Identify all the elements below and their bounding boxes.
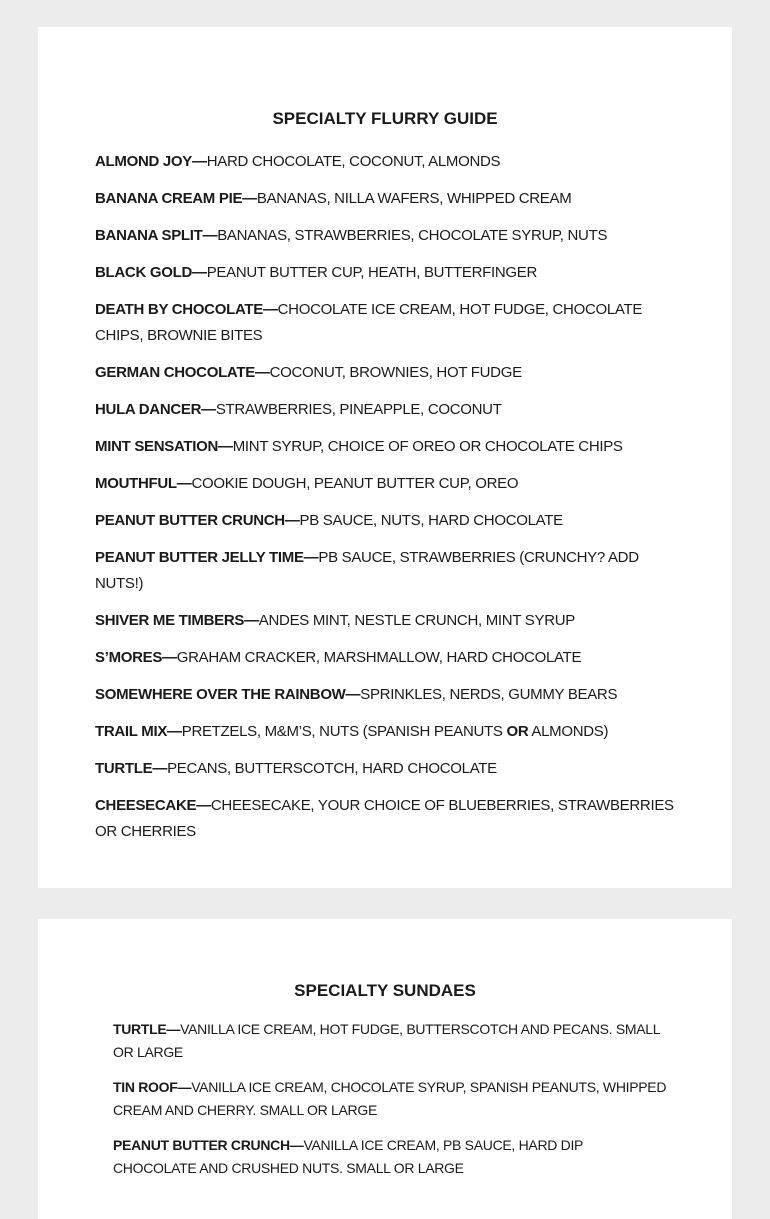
item-name: MOUTHFUL— <box>95 475 192 492</box>
item-description: PB SAUCE, STRAWBERRIES (CRUNCHY? ADD NUTS!) <box>95 549 639 592</box>
list-item <box>95 682 680 708</box>
item-name: S’MORES— <box>95 649 177 666</box>
list-item <box>95 223 680 249</box>
list-item <box>95 186 680 212</box>
item-name: PEANUT BUTTER JELLY TIME— <box>95 549 319 566</box>
list-item <box>95 434 680 460</box>
item-description: GRAHAM CRACKER, MARSHMALLOW, HARD CHOCOLATE <box>176 649 582 666</box>
item-description: CHEESECAKE, YOUR CHOICE OF BLUEBERRIES, STRAWBERRIES OR CHERRIES <box>95 797 674 840</box>
list-item <box>113 1134 668 1180</box>
item-name: HULA DANCER— <box>95 401 216 418</box>
page-title: SPECIALTY SUNDAES <box>294 981 476 1000</box>
list-item <box>95 793 680 845</box>
item-name: BLACK GOLD— <box>95 264 207 281</box>
item-name: CHEESECAKE— <box>95 797 211 814</box>
list-item <box>95 397 680 423</box>
item-description: STRAWBERRIES, PINEAPPLE, COCONUT <box>215 401 502 418</box>
list-item <box>95 360 680 386</box>
item-name: BANANA CREAM PIE— <box>95 190 257 207</box>
item-description: VANILLA ICE CREAM, PB SAUCE, HARD DIP CHOCOLATE AND CRUSHED NUTS. SMALL OR LARGE <box>113 1137 583 1176</box>
item-name: BANANA SPLIT— <box>95 227 218 244</box>
item-description: BANANAS, NILLA WAFERS, WHIPPED CREAM <box>256 190 572 207</box>
item-description: ANDES MINT, NESTLE CRUNCH, MINT SYRUP <box>258 612 575 629</box>
item-description: SPRINKLES, NERDS, GUMMY BEARS <box>360 686 618 703</box>
sundaes-page <box>38 919 732 1219</box>
list-item <box>95 756 680 782</box>
item-description: VANILLA ICE CREAM, CHOCOLATE SYRUP, SPANISH PEANUTS, WHIPPED CREAM AND CHERRY. SMALL OR LARGE <box>113 1079 667 1118</box>
flurry-guide-page <box>38 27 732 888</box>
list-item <box>95 149 680 175</box>
item-description: MINT SYRUP, CHOICE OF OREO OR CHOCOLATE CHIPS <box>232 438 623 455</box>
item-name: ALMOND JOY— <box>95 153 207 170</box>
item-description: VANILLA ICE CREAM, HOT FUDGE, BUTTERSCOTCH AND PECANS. SMALL OR LARGE <box>113 1021 660 1060</box>
item-description: ALMONDS) <box>528 723 609 740</box>
item-description: COOKIE DOUGH, PEANUT BUTTER CUP, OREO <box>191 475 519 492</box>
list-item <box>113 1076 668 1122</box>
item-description: COCONUT, BROWNIES, HOT FUDGE <box>269 364 522 381</box>
item-description-emphasis: OR <box>506 723 529 740</box>
list-item <box>113 1018 668 1064</box>
item-name: TRAIL MIX— <box>95 723 182 740</box>
item-name: GERMAN CHOCOLATE— <box>95 364 270 381</box>
item-name: TIN ROOF— <box>113 1079 192 1095</box>
list-item <box>95 260 680 286</box>
item-description: PEANUT BUTTER CUP, HEATH, BUTTERFINGER <box>206 264 538 281</box>
page-title: SPECIALTY FLURRY GUIDE <box>272 109 498 128</box>
flurry-list <box>95 149 680 856</box>
item-description: HARD CHOCOLATE, COCONUT, ALMONDS <box>206 153 501 170</box>
item-name: PEANUT BUTTER CRUNCH— <box>113 1137 304 1153</box>
item-name: TURTLE— <box>113 1021 181 1037</box>
item-description: BANANAS, STRAWBERRIES, CHOCOLATE SYRUP, NUTS <box>217 227 608 244</box>
item-description: CHOCOLATE ICE CREAM, HOT FUDGE, CHOCOLATE CHIPS, BROWNIE BITES <box>95 301 643 344</box>
item-description: PB SAUCE, NUTS, HARD CHOCOLATE <box>299 512 563 529</box>
item-name: SOMEWHERE OVER THE RAINBOW— <box>95 686 361 703</box>
list-item <box>95 508 680 534</box>
item-name: PEANUT BUTTER CRUNCH— <box>95 512 300 529</box>
item-name: MINT SENSATION— <box>95 438 233 455</box>
item-description: PECANS, BUTTERSCOTCH, HARD CHOCOLATE <box>167 760 497 777</box>
item-name: TURTLE— <box>95 760 168 777</box>
item-name: SHIVER ME TIMBERS— <box>95 612 259 629</box>
item-name: DEATH BY CHOCOLATE— <box>95 301 278 318</box>
list-item <box>95 471 680 497</box>
list-item <box>95 645 680 671</box>
list-item <box>95 297 680 349</box>
list-item <box>95 719 680 745</box>
list-item <box>95 545 680 597</box>
item-description: PRETZELS, M&M’S, NUTS (SPANISH PEANUTS <box>181 723 507 740</box>
list-item <box>95 608 680 634</box>
